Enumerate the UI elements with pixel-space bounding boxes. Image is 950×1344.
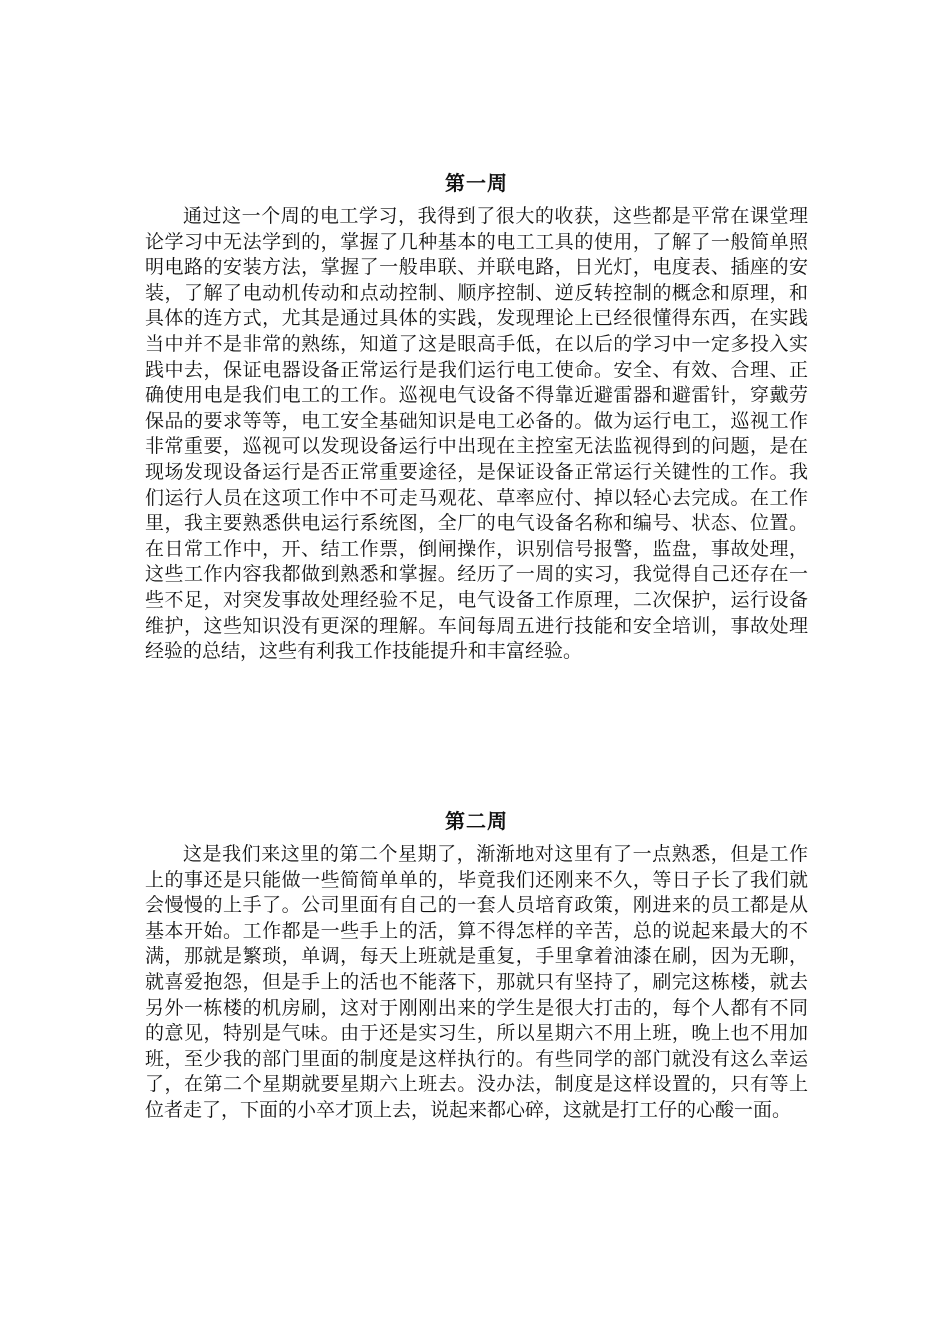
week-1-heading: 第一周 [445, 171, 508, 195]
week-2-section [145, 806, 808, 1124]
week-1-section [145, 168, 808, 665]
week-2-heading: 第二周 [445, 809, 508, 833]
week-1-paragraph: 通过这一个周的电工学习，我得到了很大的收获，这些都是平常在课堂理论学习中无法学到的，掌握了几种基本的电工工具的使用，了解了一般简单照明电路的安装方法，掌握了一般串联、并联电路，日光灯，电度表、插座的安装，了解了电动机传动和点动控制、顺序控制、逆反转控制的概念和原理，和具体的连方式，尤其是通过具体的实践，发现理论上已经很懂得东西，在实践当中并不是非常的熟练，知道了这是眼高手低，在以后的学习中一定多投入实践中去，保证电器设备正常运行是我们运行电工使命。安全、有效、合理、正确使用电是我们电工的工作。巡视电气设备不得靠近避雷器和避雷针，穿戴劳保品的要求等等，电工安全基础知识是电工必备的。做为运行电工，巡视工作非常重要，巡视可以发现设备运行中出现在主控室无法监视得到的问题，是在现场发现设备运行是否正常重要途径，是保证设备正常运行关键性的工作。我们运行人员在这项工作中不可走马观花、草率应付、掉以轻心去完成。在工作里，我主要熟悉供电运行系统图，全厂的电气设备名称和编号、状态、位置。在日常工作中，开、结工作票，倒闸操作，识别信号报警，监盘，事故处理，这些工作内容我都做到熟悉和掌握。经历了一周的实习，我觉得自己还存在一些不足，对突发事故处理经验不足，电气设备工作原理，二次保护，运行设备维护，这些知识没有更深的理解。车间每周五进行技能和安全培训，事故处理经验的总结，这些有利我工作技能提升和丰富经验。 [145, 205, 808, 663]
week-2-paragraph: 这是我们来这里的第二个星期了，渐渐地对这里有了一点熟悉，但是工作上的事还是只能做一些简简单单的，毕竟我们还刚来不久，等日子长了我们就会慢慢的上手了。公司里面有自己的一套人员培育政策，刚进来的员工都是从基本开始。工作都是一些手上的活，算不得怎样的辛苦，总的说起来最大的不满，那就是繁琐，单调，每天上班就是重复，手里拿着油漆在刷，因为无聊，就喜爱抱怨，但是手上的活也不能落下，那就只有坚持了，刷完这栋楼，就去另外一栋楼的机房刷，这对于刚刚出来的学生是很大打击的，每个人都有不同的意见，特别是气味。由于还是实习生，所以星期六不用上班，晚上也不用加班，至少我的部门里面的制度是这样执行的。有些同学的部门就没有这么幸运了，在第二个星期就要星期六上班去。没办法，制度是这样设置的，只有等上位者走了，下面的小卒才顶上去，说起来都心碎，这就是打工仔的心酸一面。 [145, 843, 808, 1121]
